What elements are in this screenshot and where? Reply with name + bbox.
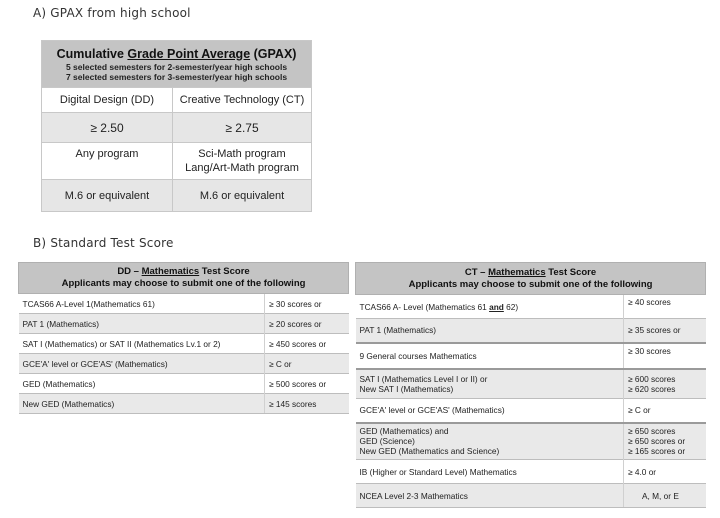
table-row bbox=[19, 354, 349, 374]
gpax-level-dd: M.6 or equivalent bbox=[42, 180, 173, 212]
gpax-min-dd: ≥ 2.50 bbox=[42, 113, 173, 143]
dd-test-name: SAT I (Mathematics) or SAT II (Mathematics Lv.1 or 2) bbox=[19, 334, 265, 354]
gpax-subtitle-2: 7 selected semesters for 3-semester/year high schools bbox=[65, 71, 288, 82]
ct-test-name: PAT 1 (Mathematics) bbox=[356, 319, 624, 343]
ct-test-name: SAT I (Mathematics Level I or II) or New SAT I (Mathematics) bbox=[356, 369, 624, 399]
table-row bbox=[356, 343, 706, 369]
ct-test-score: ≥ 30 scores bbox=[624, 343, 706, 369]
gpax-subtitle-1: 5 selected semesters for 2-semester/year high schools bbox=[65, 61, 288, 72]
section-b-heading: B) Standard Test Score bbox=[33, 236, 174, 250]
dd-test-score: ≥ 450 scores or bbox=[265, 334, 349, 354]
ct-test-score: A, M, or E bbox=[624, 484, 706, 508]
gpax-header-row bbox=[42, 41, 312, 88]
ct-header-row bbox=[356, 263, 706, 295]
table-row bbox=[19, 334, 349, 354]
ct-test-name: NCEA Level 2-3 Mathematics bbox=[356, 484, 624, 508]
ct-test-score: ≥ 650 scores ≥ 650 scores or ≥ 165 scores or bbox=[624, 423, 706, 460]
table-row bbox=[356, 460, 706, 484]
gpax-table bbox=[41, 40, 312, 212]
table-row bbox=[356, 423, 706, 460]
dd-title: DD – Mathematics Test Score bbox=[117, 266, 250, 277]
dd-test-score: ≥ 500 scores or bbox=[265, 374, 349, 394]
gpax-minimum-row bbox=[42, 113, 312, 143]
table-row bbox=[356, 369, 706, 399]
ct-test-name: TCAS66 A- Level (Mathematics 61 and 62) bbox=[356, 295, 624, 319]
ct-test-score: ≥ 4.0 or bbox=[624, 460, 706, 484]
ct-title: CT – Mathematics Test Score bbox=[464, 266, 597, 278]
dd-test-score: ≥ 30 scores or bbox=[265, 294, 349, 314]
gpax-program-ct: Sci-Math program Lang/Art-Math program bbox=[173, 143, 312, 180]
ct-test-score: ≥ C or bbox=[624, 399, 706, 423]
section-a-heading: A) GPAX from high school bbox=[33, 6, 191, 20]
gpax-header-cell bbox=[42, 41, 312, 88]
gpax-program-header-row bbox=[42, 88, 312, 113]
ct-test-name: GCE'A' level or GCE'AS' (Mathematics) bbox=[356, 399, 624, 423]
dd-subtitle: Applicants may choose to submit one of the following bbox=[61, 278, 306, 289]
gpax-title: Cumulative Grade Point Average (GPAX) bbox=[56, 46, 297, 61]
ct-test-score-table bbox=[355, 262, 706, 508]
dd-test-name: PAT 1 (Mathematics) bbox=[19, 314, 265, 334]
ct-header-cell bbox=[356, 263, 706, 295]
dd-test-score: ≥ C or bbox=[265, 354, 349, 374]
ct-test-name: IB (Higher or Standard Level) Mathematics bbox=[356, 460, 624, 484]
table-row bbox=[19, 294, 349, 314]
table-row bbox=[356, 484, 706, 508]
dd-test-score: ≥ 20 scores or bbox=[265, 314, 349, 334]
ct-test-score: ≥ 600 scores ≥ 620 scores bbox=[624, 369, 706, 399]
dd-test-score-table bbox=[18, 262, 349, 414]
dd-test-name: GED (Mathematics) bbox=[19, 374, 265, 394]
ct-test-score: ≥ 35 scores or bbox=[624, 319, 706, 343]
gpax-level-row bbox=[42, 180, 312, 212]
ct-test-name: 9 General courses Mathematics bbox=[356, 343, 624, 369]
dd-header-cell bbox=[19, 263, 349, 294]
gpax-level-ct: M.6 or equivalent bbox=[173, 180, 312, 212]
dd-test-name: GCE'A' level or GCE'AS' (Mathematics) bbox=[19, 354, 265, 374]
table-row bbox=[19, 394, 349, 414]
gpax-min-ct: ≥ 2.75 bbox=[173, 113, 312, 143]
table-row bbox=[19, 314, 349, 334]
dd-test-score: ≥ 145 scores bbox=[265, 394, 349, 414]
gpax-col-ct: Creative Technology (CT) bbox=[173, 88, 312, 113]
dd-header-row bbox=[19, 263, 349, 294]
dd-test-name: New GED (Mathematics) bbox=[19, 394, 265, 414]
table-row bbox=[356, 319, 706, 343]
dd-test-name: TCAS66 A-Level 1(Mathematics 61) bbox=[19, 294, 265, 314]
ct-subtitle: Applicants may choose to submit one of the following bbox=[408, 278, 653, 290]
gpax-program-dd: Any program bbox=[42, 143, 173, 180]
gpax-program-row bbox=[42, 143, 312, 180]
ct-test-name: GED (Mathematics) and GED (Science) New GED (Mathematics and Science) bbox=[356, 423, 624, 460]
table-row bbox=[19, 374, 349, 394]
ct-test-score: ≥ 40 scores bbox=[624, 295, 706, 319]
gpax-col-dd: Digital Design (DD) bbox=[42, 88, 173, 113]
table-row bbox=[356, 295, 706, 319]
table-row bbox=[356, 399, 706, 423]
